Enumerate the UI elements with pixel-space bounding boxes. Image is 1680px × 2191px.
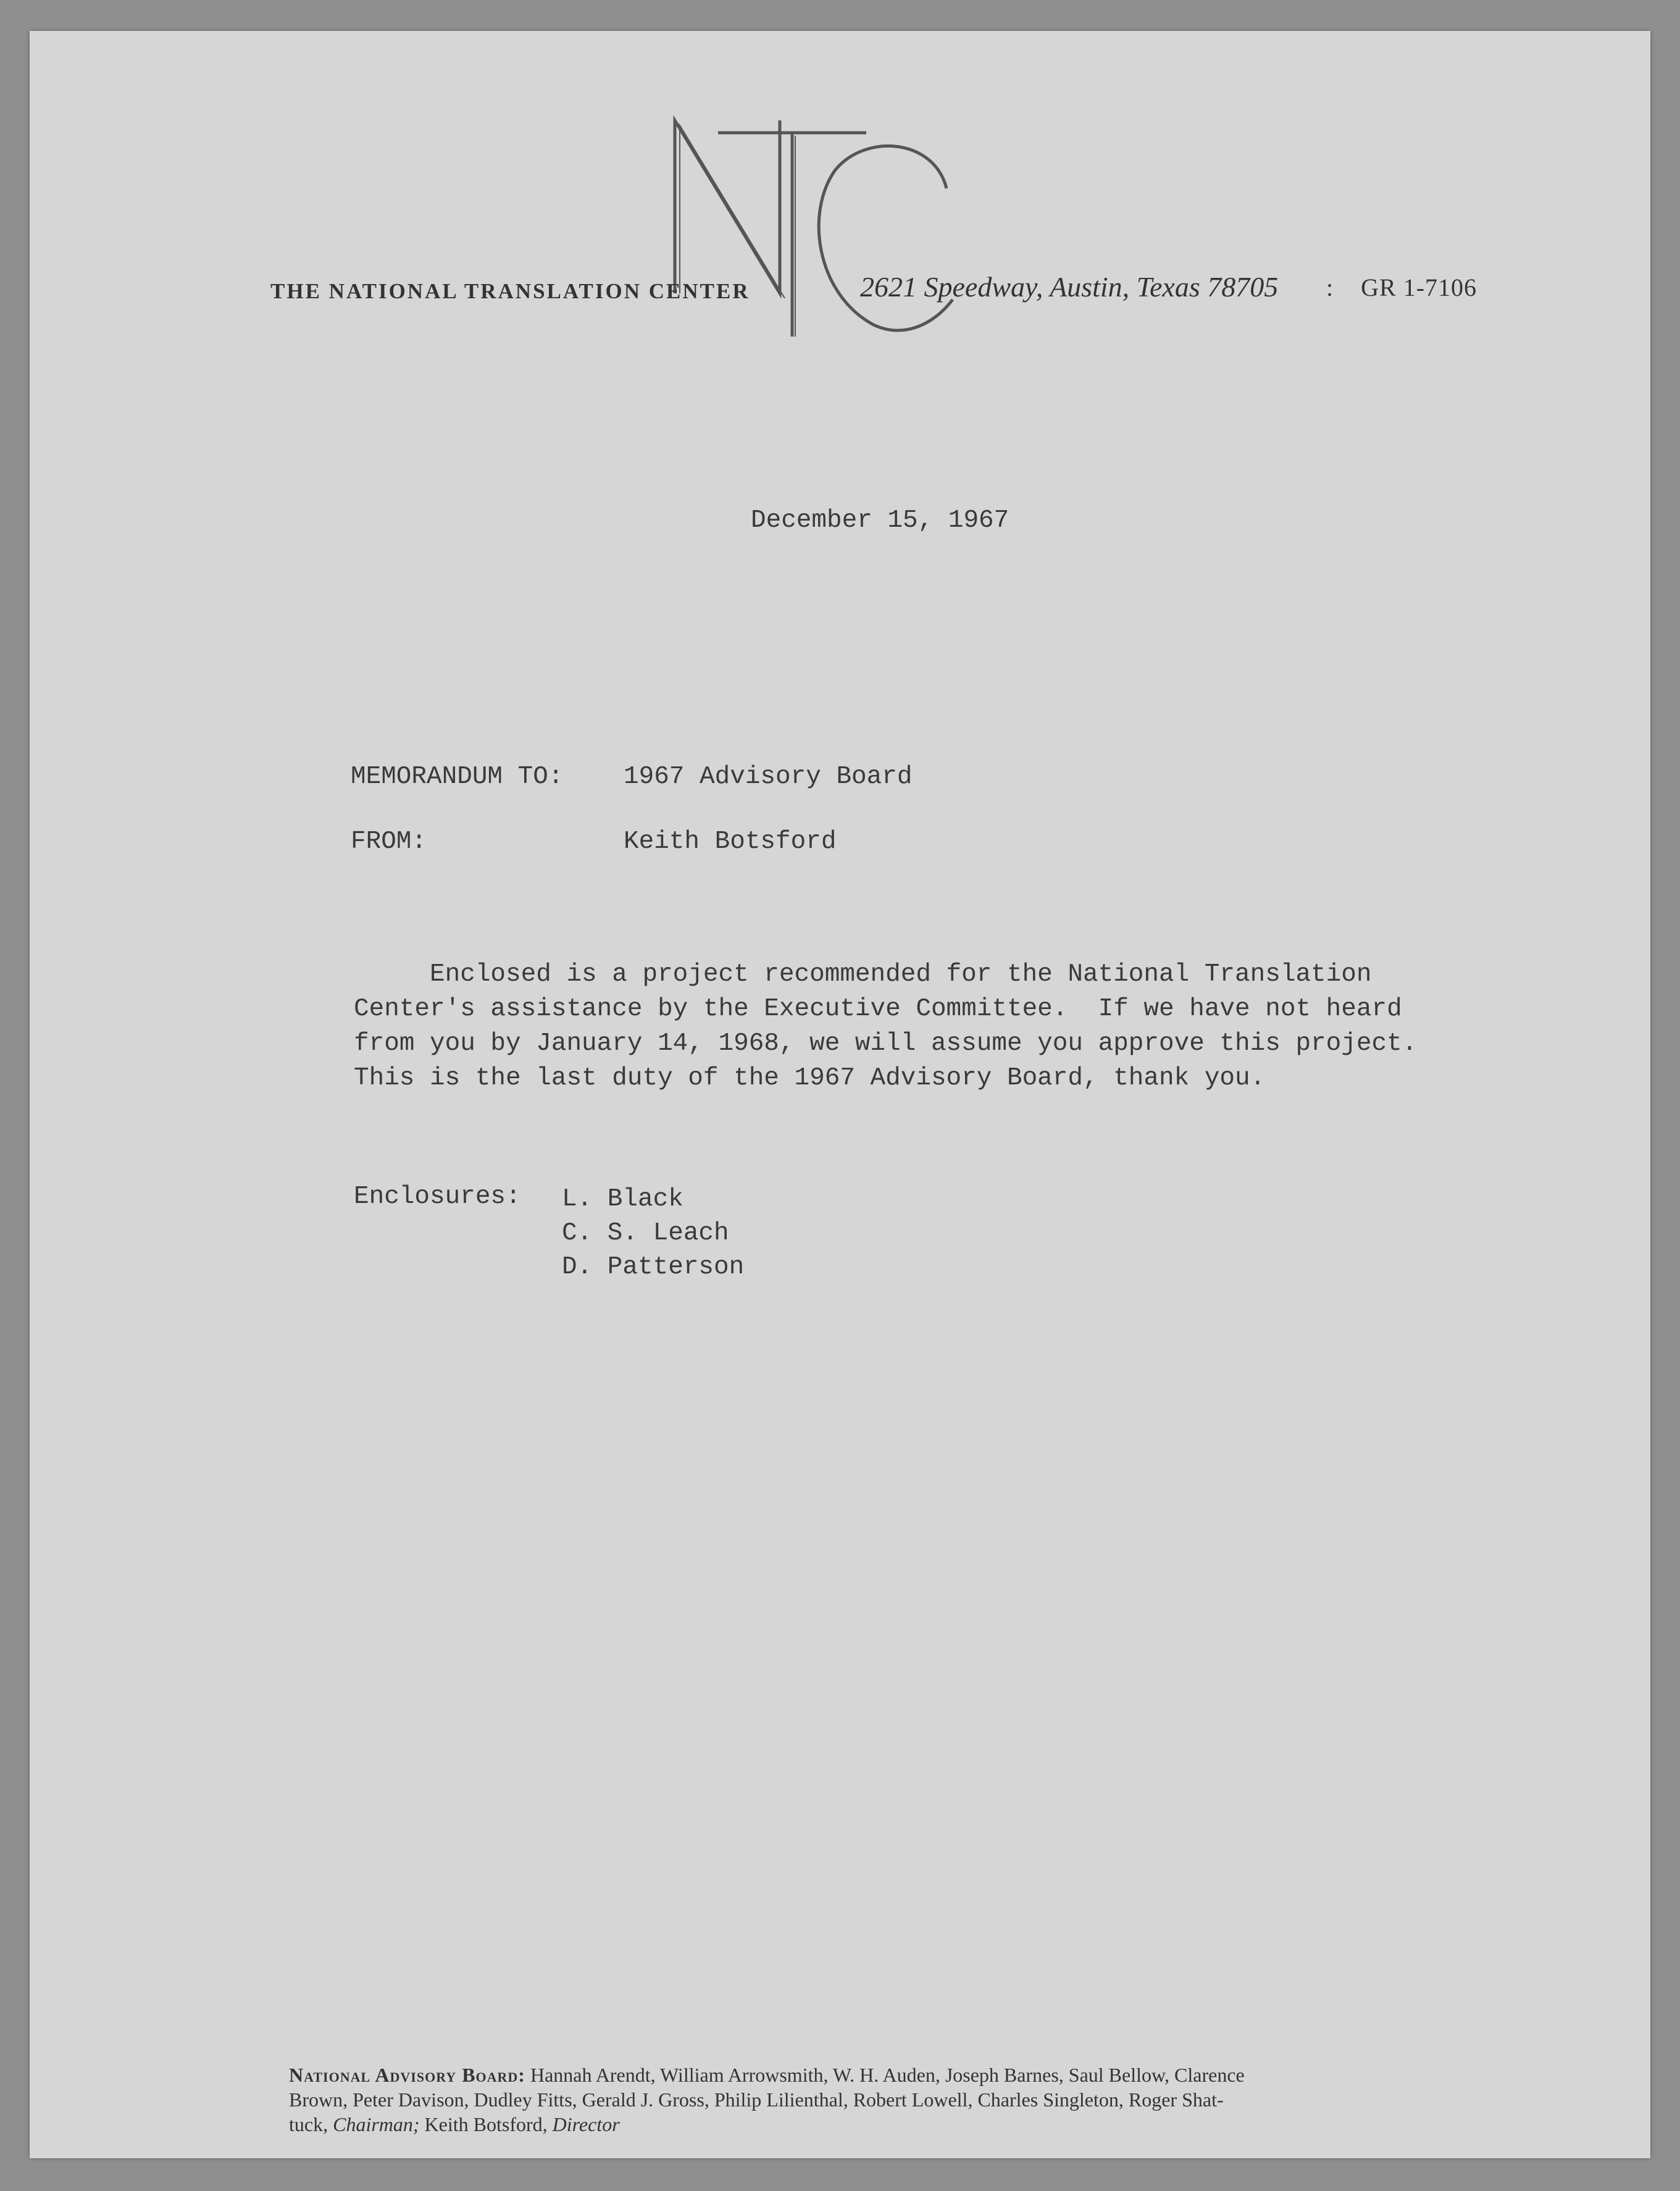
footer-line-1 [289,2063,1502,2087]
memo-to-value: 1967 Advisory Board [624,763,913,791]
organization-phone [1326,273,1477,302]
body-line: Enclosed is a project recommended for the National Translation [354,960,1372,989]
board-members-1: Hannah Arendt, William Arrowsmith, W. H. Auden, Joseph Barnes, Saul Bellow, Clarence [530,2064,1245,2086]
separator-colon: : [1326,274,1334,301]
body-line: from you by January 14, 1968, we will assume you approve this project. [354,1029,1418,1058]
chairman-title: Chairman; [333,2113,420,2135]
advisory-board-footer [289,2063,1502,2137]
enclosures-label: Enclosures: [354,1183,521,1211]
memo-body [354,957,1564,1096]
enclosure-item: L. Black [562,1185,683,1213]
body-line: This is the last duty of the 1967 Advisory Board, thank you. [354,1064,1266,1092]
letter-page [30,31,1650,2158]
enclosures-list [562,1183,744,1284]
board-members-3a: tuck, [289,2113,328,2135]
phone-number: GR 1-7106 [1361,274,1477,301]
footer-line-2: Brown, Peter Davison, Dudley Fitts, Gerald J. Gross, Philip Lilienthal, Robert Lowell, Charles Singleton, Roger Shat- [289,2088,1224,2111]
enclosure-item: D. Patterson [562,1253,745,1281]
director-title: Director [552,2113,620,2135]
board-label: National Advisory Board: [289,2064,525,2086]
memo-from-value: Keith Botsford [624,827,837,856]
memo-date: December 15, 1967 [751,506,1009,535]
memo-to-label: MEMORANDUM TO: [351,763,564,791]
logo-n-stroke [675,120,780,293]
organization-address: 2621 Speedway, Austin, Texas 78705 [860,271,1279,303]
organization-name: THE NATIONAL TRANSLATION CENTER [270,279,750,303]
enclosure-item: C. S. Leach [562,1219,729,1247]
board-members-3b: Keith Botsford, [424,2113,548,2135]
memo-from-label: FROM: [351,827,427,856]
body-line: Center's assistance by the Executive Committee. If we have not heard [354,995,1402,1023]
footer-line-3 [289,2112,1502,2137]
logo-t-stroke [718,133,866,337]
